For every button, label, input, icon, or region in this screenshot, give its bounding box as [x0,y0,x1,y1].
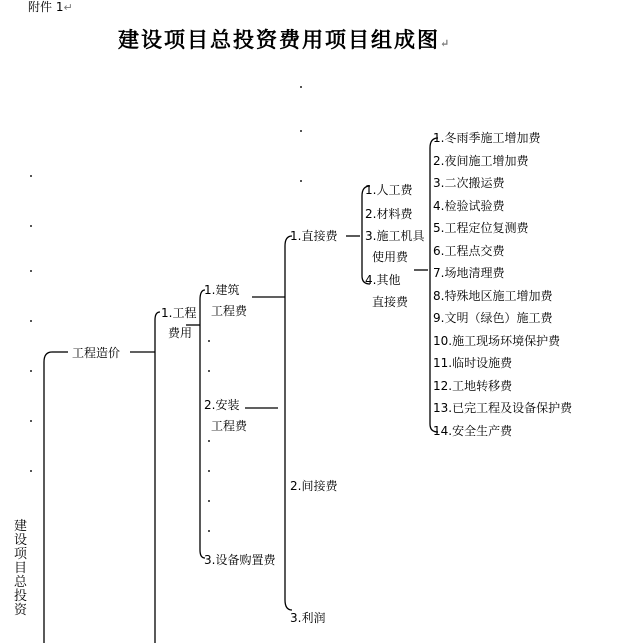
node-other-direct-line1: 4.其他 [365,273,401,287]
node-building-fee-line2: 工程费 [211,304,248,318]
guide-dot [30,320,32,322]
other-direct-item: 14.安全生产费 [433,423,513,438]
connector-fee-bracket [285,236,292,610]
other-direct-item: 3.二次搬运费 [433,176,505,190]
node-profit: 3.利润 [290,611,326,625]
guide-dot [30,420,32,422]
node-engineering-fee-line2: 费用 [168,326,193,340]
other-direct-item: 13.已完工程及设备保护费 [433,401,573,415]
node-direct-fee: 1.直接费 [290,229,338,243]
title-paragraph-mark: ↵ [440,37,452,50]
attachment-text: 附件 1 [28,0,64,14]
guide-dot [30,270,32,272]
node-install-fee-line1: 2.安装 [204,398,240,412]
node-machine-fee-line1: 3.施工机具 [365,229,425,243]
guide-dot [208,500,210,502]
connector-group-bracket [200,290,205,558]
node-other-direct-line2: 直接费 [372,295,409,309]
node-labor-fee: 1.人工费 [365,183,413,197]
root-node-vertical-text: 建设项目总投资 [14,519,28,618]
guide-dot [300,180,302,182]
other-direct-item: 5.工程定位复测费 [433,221,529,235]
guide-dot [208,470,210,472]
diagram-title-text: 建设项目总投资费用项目组成图 [118,27,440,52]
other-direct-item: 1.冬雨季施工增加费 [433,131,541,145]
diagram-title [118,24,451,54]
guide-dot [300,86,302,88]
node-engineering-cost: 工程造价 [72,346,121,360]
node-engineering-fee-line1: 1.工程 [161,306,197,320]
other-direct-item: 7.场地清理费 [433,266,505,280]
guide-dot [208,340,210,342]
connector-root [44,352,52,643]
node-indirect-fee: 2.间接费 [290,479,338,493]
other-direct-item: 10.施工现场环境保护费 [433,333,561,348]
attachment-label [28,0,73,15]
guide-dot [30,225,32,227]
other-direct-item: 8.特殊地区施工增加费 [433,288,553,303]
attachment-paragraph-mark: ↵ [63,1,73,14]
other-direct-item: 6.工程点交费 [433,243,505,258]
node-equipment-fee: 3.设备购置费 [204,553,276,567]
guide-dot [30,175,32,177]
node-machine-fee-line2: 使用费 [372,250,409,264]
node-building-fee-line1: 1.建筑 [204,283,240,297]
guide-dot [208,370,210,372]
guide-dot [208,530,210,532]
node-material-fee: 2.材料费 [365,207,413,221]
other-direct-item: 9.文明（绿色）施工费 [433,311,553,325]
other-direct-item: 2.夜间施工增加费 [433,153,529,168]
guide-dot [30,470,32,472]
node-install-fee-line2: 工程费 [211,419,248,433]
other-direct-item: 12.工地转移费 [433,378,513,393]
guide-dot [30,370,32,372]
connector-engineering-bracket [155,312,160,643]
guide-dot [300,130,302,132]
other-direct-item: 4.检验试验费 [433,198,505,213]
guide-dot [208,440,210,442]
other-direct-item: 11.临时设施费 [433,356,513,370]
